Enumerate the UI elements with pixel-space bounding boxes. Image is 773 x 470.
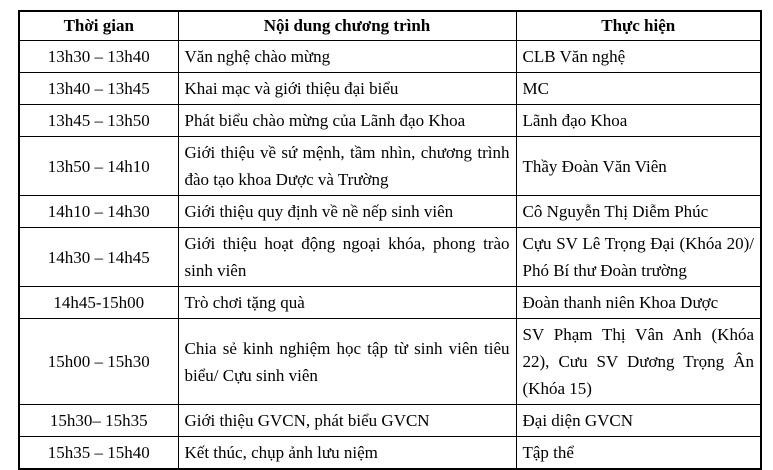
- table-header-row: [19, 11, 761, 41]
- cell-time: 13h40 – 13h45: [19, 73, 178, 105]
- cell-time: 15h00 – 15h30: [19, 319, 178, 405]
- cell-executor: Đoàn thanh niên Khoa Dược: [516, 287, 761, 319]
- cell-executor: Đại diện GVCN: [516, 405, 761, 437]
- cell-content: Giới thiệu GVCN, phát biểu GVCN: [178, 405, 516, 437]
- cell-executor: SV Phạm Thị Vân Anh (Khóa 22), Cưu SV Dương Trọng Ân (Khóa 15): [516, 319, 761, 405]
- cell-content: Văn nghệ chào mừng: [178, 41, 516, 73]
- cell-time: 13h50 – 14h10: [19, 137, 178, 196]
- cell-time: 15h30– 15h35: [19, 405, 178, 437]
- cell-executor: Thầy Đoàn Văn Viên: [516, 137, 761, 196]
- program-schedule-table: [18, 10, 762, 470]
- table-row: [19, 319, 761, 405]
- cell-content: Kết thúc, chụp ảnh lưu niệm: [178, 437, 516, 470]
- header-content: Nội dung chương trình: [178, 11, 516, 41]
- cell-content: Chia sẻ kinh nghiệm học tập từ sinh viên tiêu biểu/ Cựu sinh viên: [178, 319, 516, 405]
- cell-time: 14h10 – 14h30: [19, 196, 178, 228]
- table-row: [19, 228, 761, 287]
- cell-executor: CLB Văn nghệ: [516, 41, 761, 73]
- cell-content: Giới thiệu về sứ mệnh, tầm nhìn, chương trình đào tạo khoa Dược và Trường: [178, 137, 516, 196]
- cell-content: Phát biểu chào mừng của Lãnh đạo Khoa: [178, 105, 516, 137]
- table-row: [19, 41, 761, 73]
- table-row: [19, 405, 761, 437]
- cell-content: Khai mạc và giới thiệu đại biểu: [178, 73, 516, 105]
- cell-time: 14h30 – 14h45: [19, 228, 178, 287]
- cell-executor: Cô Nguyễn Thị Diễm Phúc: [516, 196, 761, 228]
- cell-executor: Cựu SV Lê Trọng Đại (Khóa 20)/ Phó Bí thư Đoàn trường: [516, 228, 761, 287]
- header-executor: Thực hiện: [516, 11, 761, 41]
- cell-executor: Lãnh đạo Khoa: [516, 105, 761, 137]
- cell-time: 13h45 – 13h50: [19, 105, 178, 137]
- cell-executor: Tập thể: [516, 437, 761, 470]
- cell-time: 14h45-15h00: [19, 287, 178, 319]
- table-row: [19, 437, 761, 470]
- cell-content: Trò chơi tặng quà: [178, 287, 516, 319]
- header-time: Thời gian: [19, 11, 178, 41]
- cell-content: Giới thiệu quy định về nề nếp sinh viên: [178, 196, 516, 228]
- cell-executor: MC: [516, 73, 761, 105]
- cell-time: 13h30 – 13h40: [19, 41, 178, 73]
- cell-content: Giới thiệu hoạt động ngoại khóa, phong trào sinh viên: [178, 228, 516, 287]
- table-row: [19, 137, 761, 196]
- table-row: [19, 287, 761, 319]
- table-row: [19, 73, 761, 105]
- table-row: [19, 105, 761, 137]
- table-row: [19, 196, 761, 228]
- cell-time: 15h35 – 15h40: [19, 437, 178, 470]
